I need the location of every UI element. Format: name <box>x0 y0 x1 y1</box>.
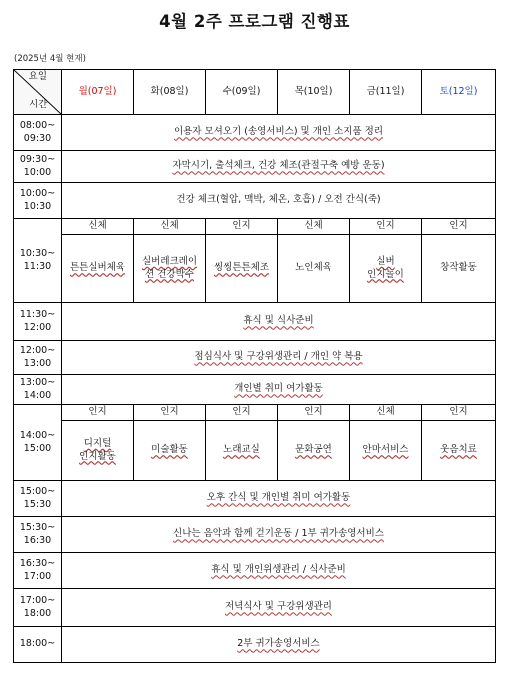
time-end: 14:00 <box>23 389 52 401</box>
time-start: 12:00~ <box>19 345 56 357</box>
day-header-tue: 화(08일) <box>134 70 206 115</box>
time-row <box>14 589 496 627</box>
time-end: 12:00 <box>23 321 52 333</box>
program-cell <box>422 235 496 303</box>
program-cell <box>134 235 206 303</box>
time-end: 15:00 <box>23 442 52 454</box>
schedule-table <box>13 69 496 663</box>
category-label: 인지 <box>350 219 422 235</box>
category-row <box>14 219 496 235</box>
time-cell <box>14 589 62 627</box>
activity-cell <box>62 375 496 405</box>
activity-cell <box>62 183 496 219</box>
as-of-date: (2025년 4월 현재) <box>14 54 86 64</box>
activity-cell <box>62 341 496 375</box>
program-cell <box>350 235 422 303</box>
activity-text: 점심식사 및 구강위생관리 / 개인 약 복용 <box>194 351 363 363</box>
activity-text: 오후 간식 및 개인별 취미 여가활동 <box>206 492 351 504</box>
category-label: 신체 <box>350 405 422 421</box>
category-label: 인지 <box>278 405 350 421</box>
day-header-thu: 목(10일) <box>278 70 350 115</box>
time-row <box>14 627 496 663</box>
category-label: 인지 <box>422 405 496 421</box>
program-cell <box>62 235 134 303</box>
time-start: 17:00~ <box>19 595 56 607</box>
activity-text: 휴식 및 개인위생관리 / 식사준비 <box>211 564 346 576</box>
program-cell <box>278 235 350 303</box>
program-row <box>14 235 496 303</box>
program-cell <box>206 421 278 481</box>
activity-cell <box>62 589 496 627</box>
activity-text: 이용자 모셔오기 (송영서비스) 및 개인 소지품 정리 <box>173 126 384 138</box>
program-cell <box>134 421 206 481</box>
day-header-wed: 수(09일) <box>206 70 278 115</box>
time-row <box>14 151 496 183</box>
program-cell <box>350 421 422 481</box>
activity-cell <box>62 553 496 589</box>
category-label: 인지 <box>62 405 134 421</box>
time-end: 15:30 <box>23 498 52 510</box>
time-start: 15:00~ <box>19 486 56 498</box>
time-cell <box>14 553 62 589</box>
activity-cell <box>62 627 496 663</box>
time-start: 10:30~ <box>19 248 56 260</box>
time-row <box>14 341 496 375</box>
header-row <box>14 70 496 115</box>
category-row <box>14 405 496 421</box>
program-cell <box>62 421 134 481</box>
day-header-sat: 토(12일) <box>422 70 496 115</box>
time-start: 09:30~ <box>19 154 56 166</box>
time-start: 16:30~ <box>19 558 56 570</box>
time-start: 13:00~ <box>19 377 56 389</box>
time-row <box>14 303 496 341</box>
activity-cell <box>62 151 496 183</box>
program-cell <box>206 235 278 303</box>
time-cell <box>14 219 62 303</box>
time-cell <box>14 341 62 375</box>
day-header-mon: 월(07일) <box>62 70 134 115</box>
activity-text: 2부 귀가송영서비스 <box>237 638 320 650</box>
time-row <box>14 375 496 405</box>
activity-text: 개인별 취미 여가활동 <box>234 383 323 395</box>
category-label: 인지 <box>422 219 496 235</box>
page-title: 4월 2주 프로그램 진행표 <box>159 12 350 31</box>
program-name: 실버레크레이 션 건강박수 <box>141 256 198 280</box>
program-name: 노인체육 <box>295 262 332 274</box>
activity-text: 저녁식사 및 구강위생관리 <box>225 601 332 613</box>
program-name: 웃음치료 <box>440 444 477 456</box>
time-row <box>14 183 496 219</box>
time-end: 10:30 <box>23 200 52 212</box>
time-cell <box>14 375 62 405</box>
time-cell <box>14 151 62 183</box>
category-label: 신체 <box>134 219 206 235</box>
time-end: 09:30 <box>23 132 52 144</box>
time-cell <box>14 115 62 151</box>
time-row <box>14 115 496 151</box>
program-name: 튼튼실버체육 <box>69 262 126 274</box>
category-label: 인지 <box>134 405 206 421</box>
time-cell <box>14 627 62 663</box>
time-cell <box>14 183 62 219</box>
activity-cell <box>62 481 496 517</box>
program-cell <box>422 421 496 481</box>
time-end: 10:00 <box>23 166 52 178</box>
time-start: 08:00~ <box>19 120 56 132</box>
category-label: 인지 <box>206 219 278 235</box>
time-end: 17:00 <box>23 570 52 582</box>
time-start: 14:00~ <box>19 430 56 442</box>
time-cell <box>14 405 62 481</box>
time-start: 15:30~ <box>19 522 56 534</box>
activity-cell <box>62 303 496 341</box>
time-end: 13:00 <box>23 357 52 369</box>
activity-cell <box>62 517 496 553</box>
program-name: 씽씽튼튼체조 <box>213 262 270 274</box>
time-cell <box>14 303 62 341</box>
time-cell <box>14 517 62 553</box>
program-name: 실버 인지놀이 <box>367 256 404 280</box>
category-label: 신체 <box>62 219 134 235</box>
category-label: 인지 <box>206 405 278 421</box>
time-row <box>14 481 496 517</box>
category-label: 신체 <box>278 219 350 235</box>
time-end: 16:30 <box>23 534 52 546</box>
program-name: 디지털 인지활동 <box>79 438 116 462</box>
time-start: 11:30~ <box>19 309 56 321</box>
time-row <box>14 517 496 553</box>
corner-cell <box>14 70 62 115</box>
time-row <box>14 553 496 589</box>
time-end: 18:00 <box>23 607 52 619</box>
program-name: 문화공연 <box>295 444 332 456</box>
program-name: 안마서비스 <box>362 444 409 456</box>
day-axis-label: 요일 <box>28 71 47 82</box>
day-header-fri: 금(11일) <box>350 70 422 115</box>
activity-text: 자막시기, 출석체크, 건강 체조(관절구축 예방 운동) <box>172 160 385 172</box>
program-cell <box>278 421 350 481</box>
activity-text: 건강 체크(혈압, 맥박, 체온, 호흡) / 오전 간식(죽) <box>176 194 381 206</box>
time-start: 10:00~ <box>19 188 56 200</box>
program-name: 노래교실 <box>223 444 260 456</box>
program-name: 창작활동 <box>440 262 477 274</box>
activity-text: 신나는 음악과 함께 걷기운동 / 1부 귀가송영서비스 <box>173 528 384 540</box>
activity-text: 휴식 및 식사준비 <box>243 315 314 327</box>
time-end: 11:30 <box>23 260 52 272</box>
time-axis-label: 시간 <box>29 98 48 110</box>
time-start: 18:00~ <box>19 638 56 650</box>
time-cell <box>14 481 62 517</box>
activity-cell <box>62 115 496 151</box>
program-row <box>14 421 496 481</box>
program-name: 미술활동 <box>151 444 188 456</box>
